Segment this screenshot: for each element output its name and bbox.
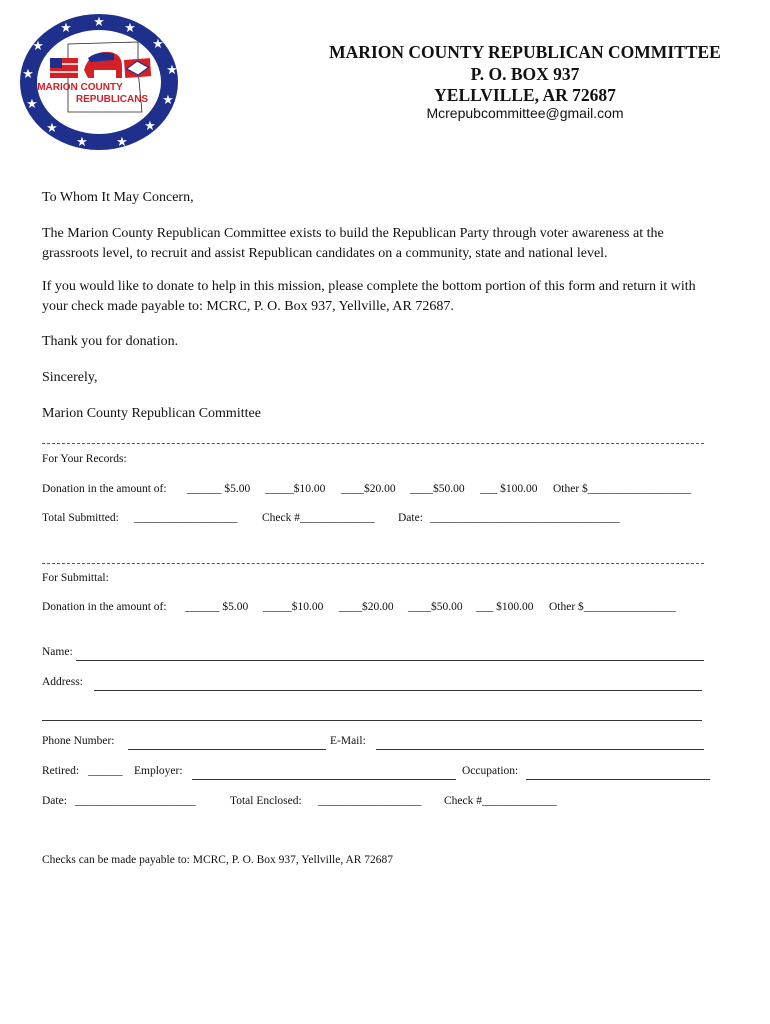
svg-text:★: ★ [162, 93, 174, 108]
email-address: Mcrepubcommittee@gmail.com [426, 105, 624, 121]
svg-text:★: ★ [32, 39, 44, 54]
svg-text:★: ★ [22, 67, 34, 82]
org-name: MARION COUNTY REPUBLICAN COMMITTEE [329, 42, 721, 62]
records-option-100[interactable]: ___ $100.00 [480, 483, 538, 495]
name-label: Name: [42, 646, 73, 658]
svg-text:★: ★ [46, 121, 58, 136]
submittal-option-5[interactable]: ______ $5.00 [185, 601, 249, 613]
address-label: Address: [42, 676, 83, 688]
records-donation-label: Donation in the amount of: [42, 483, 167, 495]
submittal-heading: For Submittal: [42, 572, 109, 584]
records-check-field[interactable]: Check #_____________ [262, 512, 375, 524]
email-field[interactable] [376, 749, 704, 750]
records-option-50[interactable]: ____$50.00 [410, 483, 465, 495]
marion-county-republicans-logo [18, 12, 180, 152]
employer-label: Employer: [134, 765, 183, 777]
closing: Sincerely, [42, 370, 98, 385]
signature: Marion County Republican Committee [42, 406, 261, 421]
employer-field[interactable] [192, 779, 456, 780]
records-other-amount[interactable]: Other $__________________ [553, 483, 692, 495]
svg-text:★: ★ [152, 37, 164, 52]
retired-label: Retired: [42, 765, 80, 777]
thanks-line: Thank you for donation. [42, 334, 179, 349]
cut-line-2 [42, 563, 704, 564]
total-enclosed-field[interactable]: __________________ [318, 795, 422, 807]
name-field[interactable] [76, 660, 704, 661]
svg-text:★: ★ [93, 15, 105, 30]
submittal-option-10[interactable]: _____$10.00 [263, 601, 324, 613]
retired-field[interactable]: ______ [88, 765, 123, 777]
address-field[interactable] [94, 690, 702, 691]
occupation-label: Occupation: [462, 765, 519, 777]
svg-text:★: ★ [76, 135, 88, 150]
submittal-option-20[interactable]: ____$20.00 [339, 601, 394, 613]
cut-line-1 [42, 443, 704, 444]
records-total-field[interactable]: __________________ [134, 512, 238, 524]
submittal-other-amount[interactable]: Other $________________ [549, 601, 676, 613]
submittal-check-field[interactable]: Check #_____________ [444, 795, 557, 807]
mission-paragraph: The Marion County Republican Committee exists to build the Republican Party through voter awareness at the grassroots level, to recruit and assist Republican candidates on a community, state and national level. [42, 226, 664, 261]
records-date-field[interactable]: _________________________________ [430, 512, 620, 524]
address-field-line-2[interactable] [42, 720, 702, 721]
records-total-label: Total Submitted: [42, 512, 119, 524]
phone-label: Phone Number: [42, 735, 115, 747]
submittal-date-label: Date: [42, 795, 67, 807]
svg-text:★: ★ [116, 135, 128, 150]
svg-text:MARION COUNTY: MARION COUNTY [37, 82, 123, 93]
records-option-5[interactable]: ______ $5.00 [187, 483, 251, 495]
salutation: To Whom It May Concern, [42, 190, 194, 205]
records-heading: For Your Records: [42, 453, 127, 465]
po-box: P. O. BOX 937 [470, 64, 580, 84]
svg-text:★: ★ [124, 21, 136, 36]
submittal-option-100[interactable]: ___ $100.00 [476, 601, 534, 613]
records-option-20[interactable]: ____$20.00 [341, 483, 396, 495]
submittal-date-field[interactable]: _____________________ [75, 795, 196, 807]
total-enclosed-label: Total Enclosed: [230, 795, 302, 807]
svg-text:REPUBLICANS: REPUBLICANS [75, 94, 149, 105]
submittal-donation-label: Donation in the amount of: [42, 601, 167, 613]
checks-payable-note: Checks can be made payable to: MCRC, P. O. Box 937, Yellville, AR 72687 [42, 854, 394, 866]
svg-text:★: ★ [144, 119, 156, 134]
occupation-field[interactable] [526, 779, 710, 780]
records-date-label: Date: [398, 512, 423, 524]
email-label: E-Mail: [330, 735, 366, 747]
records-option-10[interactable]: _____$10.00 [265, 483, 326, 495]
submittal-option-50[interactable]: ____$50.00 [408, 601, 463, 613]
svg-text:★: ★ [60, 21, 72, 36]
donation-paragraph: If you would like to donate to help in this mission, please complete the bottom portion of this form and return it with your check made payable to: MCRC, P. O. Box 937, Yellville, AR 72687. [42, 279, 696, 314]
svg-text:★: ★ [166, 63, 178, 78]
svg-text:★: ★ [26, 97, 38, 112]
phone-field[interactable] [128, 749, 326, 750]
city-state-zip: YELLVILLE, AR 72687 [434, 85, 616, 105]
